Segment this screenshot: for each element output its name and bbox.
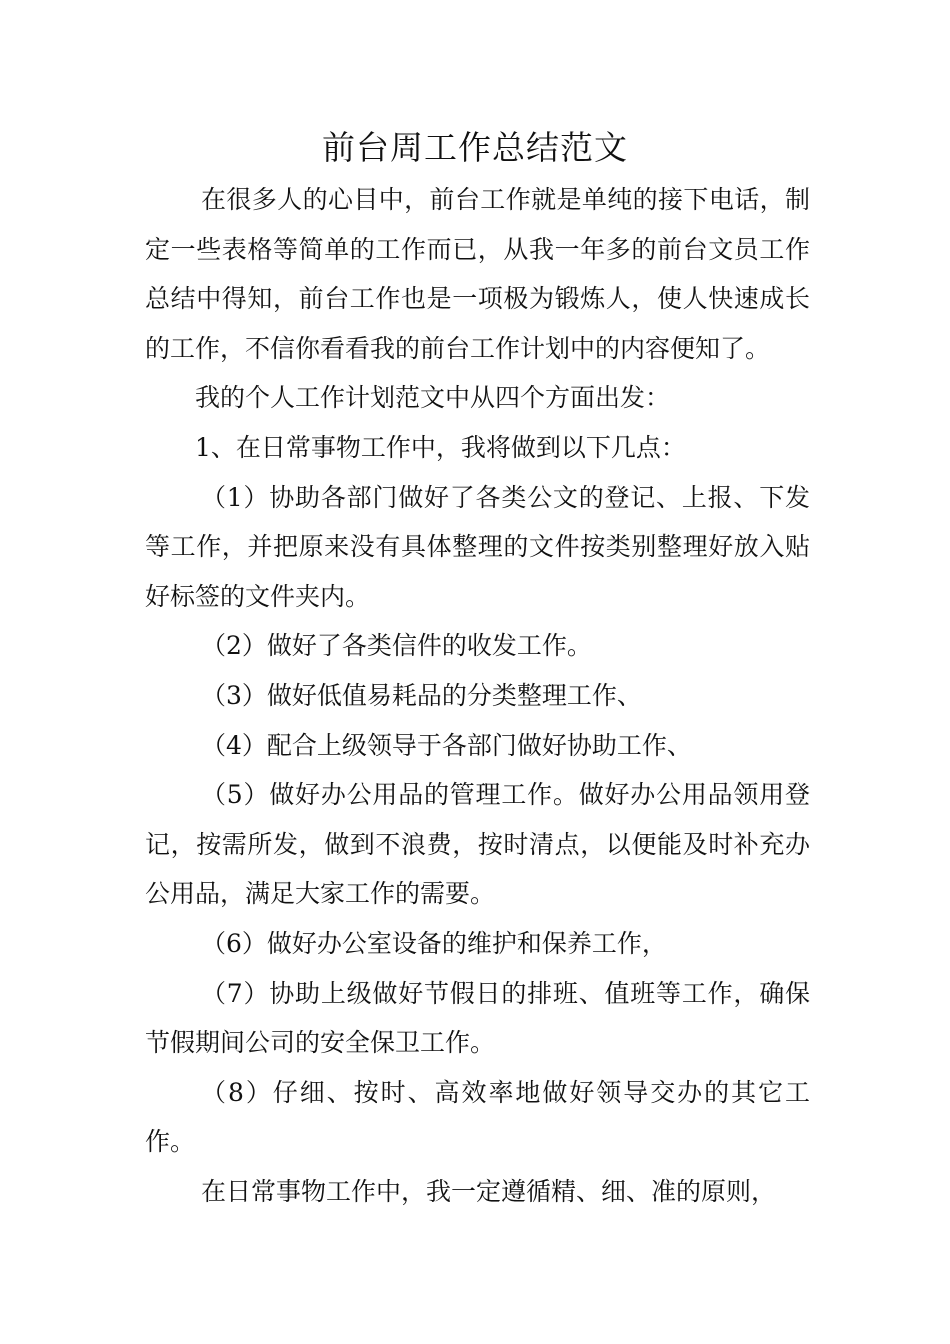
paragraph-closing: 在日常事物工作中，我一定遵循精、细、准的原则， [201,1176,777,1206]
paragraph-item-4: （4）配合上级领导于各部门做好协助工作、 [201,730,692,760]
paragraph-item-1: （1）协助各部门做好了各类公文的登记、上报、下发等工作，并把原来没有具体整理的文件按类别整理好放入贴好标签的文件夹内。 [145,482,810,611]
paragraph-item-3: （3）做好低值易耗品的分类整理工作、 [201,680,642,710]
paragraph-item-5: （5）做好办公用品的管理工作。做好办公用品领用登记，按需所发，做到不浪费，按时清点，以便能及时补充办公用品，满足大家工作的需要。 [145,780,810,909]
paragraph-item-8: （8）仔细、按时、高效率地做好领导交办的其它工作。 [145,1077,810,1157]
paragraph-item-2: （2）做好了各类信件的收发工作。 [201,631,592,661]
document-body [145,175,810,1216]
paragraph-intro: 在很多人的心目中，前台工作就是单纯的接下电话，制定一些表格等简单的工作而已，从我一年多的前台文员工作总结中得知，前台工作也是一项极为锻炼人，使人快速成长的工作，不信你看看我的前台工作计划中的内容便知了。 [145,185,810,363]
paragraph-section-1: 1、在日常事物工作中，我将做到以下几点： [195,432,686,462]
document-title: 前台周工作总结范文 [322,128,628,167]
paragraph-item-6: （6）做好办公室设备的维护和保养工作， [201,928,667,958]
paragraph-plan-overview: 我的个人工作计划范文中从四个方面出发： [195,383,671,413]
paragraph-item-7: （7）协助上级做好节假日的排班、值班等工作，确保节假期间公司的安全保卫工作。 [145,978,810,1058]
